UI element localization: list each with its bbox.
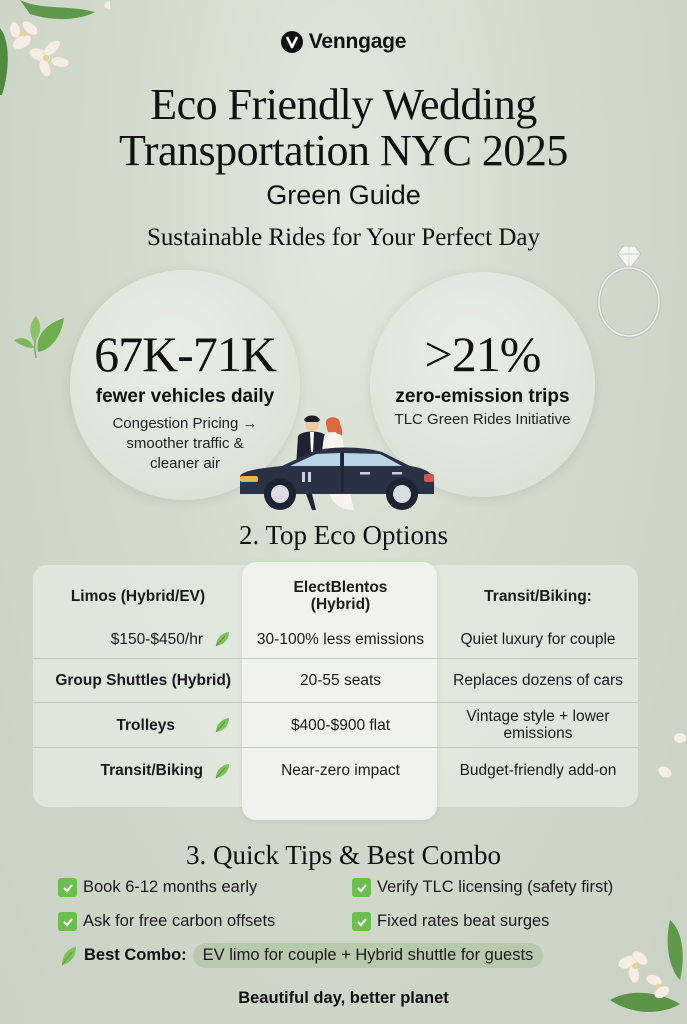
cell-text: Transit/Biking bbox=[100, 762, 203, 779]
table-row bbox=[33, 658, 638, 702]
leaf-icon bbox=[213, 762, 231, 780]
table-header-row bbox=[33, 572, 638, 620]
tip-text: Verify TLC licensing (safety first) bbox=[377, 878, 614, 896]
table-cell bbox=[33, 716, 243, 734]
leaf-icon bbox=[213, 716, 231, 734]
leaf-icon bbox=[58, 945, 78, 967]
petal-icon bbox=[655, 762, 675, 782]
stat-value: 67K-71K bbox=[94, 326, 276, 382]
best-combo-value: EV limo for couple + Hybrid shuttle for guests bbox=[193, 943, 544, 968]
tip-text: Book 6-12 months early bbox=[83, 878, 258, 896]
options-heading: 2. Top Eco Options bbox=[238, 520, 449, 550]
cell-text: $150-$450/hr bbox=[110, 630, 203, 648]
stat-label: zero-emission trips bbox=[395, 386, 570, 407]
table-cell: Near-zero impact bbox=[281, 762, 400, 779]
stat-detail: cleaner air bbox=[149, 455, 221, 472]
stat-value: >21% bbox=[424, 326, 541, 382]
column-header bbox=[33, 588, 243, 605]
column-header-label: ElectBlentos bbox=[293, 579, 388, 596]
stat-detail: smoother traffic & bbox=[126, 435, 244, 452]
cell-text: Vintage style + lower bbox=[466, 708, 610, 725]
brand-name: Venngage bbox=[308, 30, 407, 53]
table-cell bbox=[33, 672, 243, 689]
table-cell: Replaces dozens of cars bbox=[453, 672, 623, 689]
best-combo-label: Best Combo: bbox=[84, 946, 187, 964]
tip-text: Fixed rates beat surges bbox=[377, 912, 550, 930]
brand-logo bbox=[0, 30, 687, 54]
leaf-icon bbox=[213, 630, 231, 648]
wedding-couple-limo-icon bbox=[232, 412, 442, 514]
page-title bbox=[0, 82, 687, 174]
checkmark-icon bbox=[352, 912, 371, 931]
column-header bbox=[243, 579, 438, 613]
footer-slogan: Beautiful day, better planet bbox=[238, 989, 449, 1007]
tip-item bbox=[58, 878, 257, 897]
stat-detail: TLC Green Rides Initiative bbox=[394, 411, 571, 428]
tip-item bbox=[352, 878, 613, 897]
column-header-label: Limos (Hybrid/EV) bbox=[70, 587, 206, 605]
table-cell bbox=[438, 708, 638, 742]
table-cell: Quiet luxury for couple bbox=[460, 630, 616, 648]
venngage-v-logo-icon bbox=[281, 31, 303, 53]
table-cell bbox=[33, 630, 243, 648]
title-line-1: Eco Friendly Wedding bbox=[150, 80, 537, 129]
title-line-2: Transportation NYC 2025 bbox=[119, 126, 568, 175]
page-subtitle: Green Guide bbox=[266, 180, 421, 210]
cell-text: Group Shuttles (Hybrid) bbox=[55, 672, 231, 689]
tips-heading: 3. Quick Tips & Best Combo bbox=[185, 840, 502, 870]
table-row bbox=[33, 620, 638, 658]
stat-detail: Congestion Pricing → bbox=[112, 415, 258, 432]
table-cell: 30-100% less emissions bbox=[256, 630, 425, 648]
column-header: Transit/Biking: bbox=[484, 587, 592, 605]
leaf-sprig-icon bbox=[12, 312, 64, 362]
checkmark-icon bbox=[58, 878, 77, 897]
table-cell: 20-55 seats bbox=[300, 672, 381, 689]
table-row bbox=[33, 702, 638, 747]
tip-text: Ask for free carbon offsets bbox=[83, 912, 276, 930]
tip-item bbox=[352, 912, 549, 931]
table-cell: Budget-friendly add-on bbox=[459, 762, 617, 779]
best-combo bbox=[58, 943, 543, 968]
cell-text: Trolleys bbox=[116, 716, 175, 734]
table-cell: $400-$900 flat bbox=[290, 716, 391, 734]
cell-text: emissions bbox=[503, 725, 573, 742]
petal-icon bbox=[670, 728, 687, 748]
stat-label: fewer vehicles daily bbox=[95, 386, 275, 407]
table-cell bbox=[33, 762, 243, 780]
diamond-ring-icon bbox=[593, 240, 665, 340]
flower-branch-icon bbox=[590, 900, 687, 1024]
page-tagline: Sustainable Rides for Your Perfect Day bbox=[147, 224, 540, 251]
tip-item bbox=[58, 912, 275, 931]
checkmark-icon bbox=[352, 878, 371, 897]
checkmark-icon bbox=[58, 912, 77, 931]
column-header-label: (Hybrid) bbox=[310, 596, 371, 613]
table-row bbox=[33, 747, 638, 793]
